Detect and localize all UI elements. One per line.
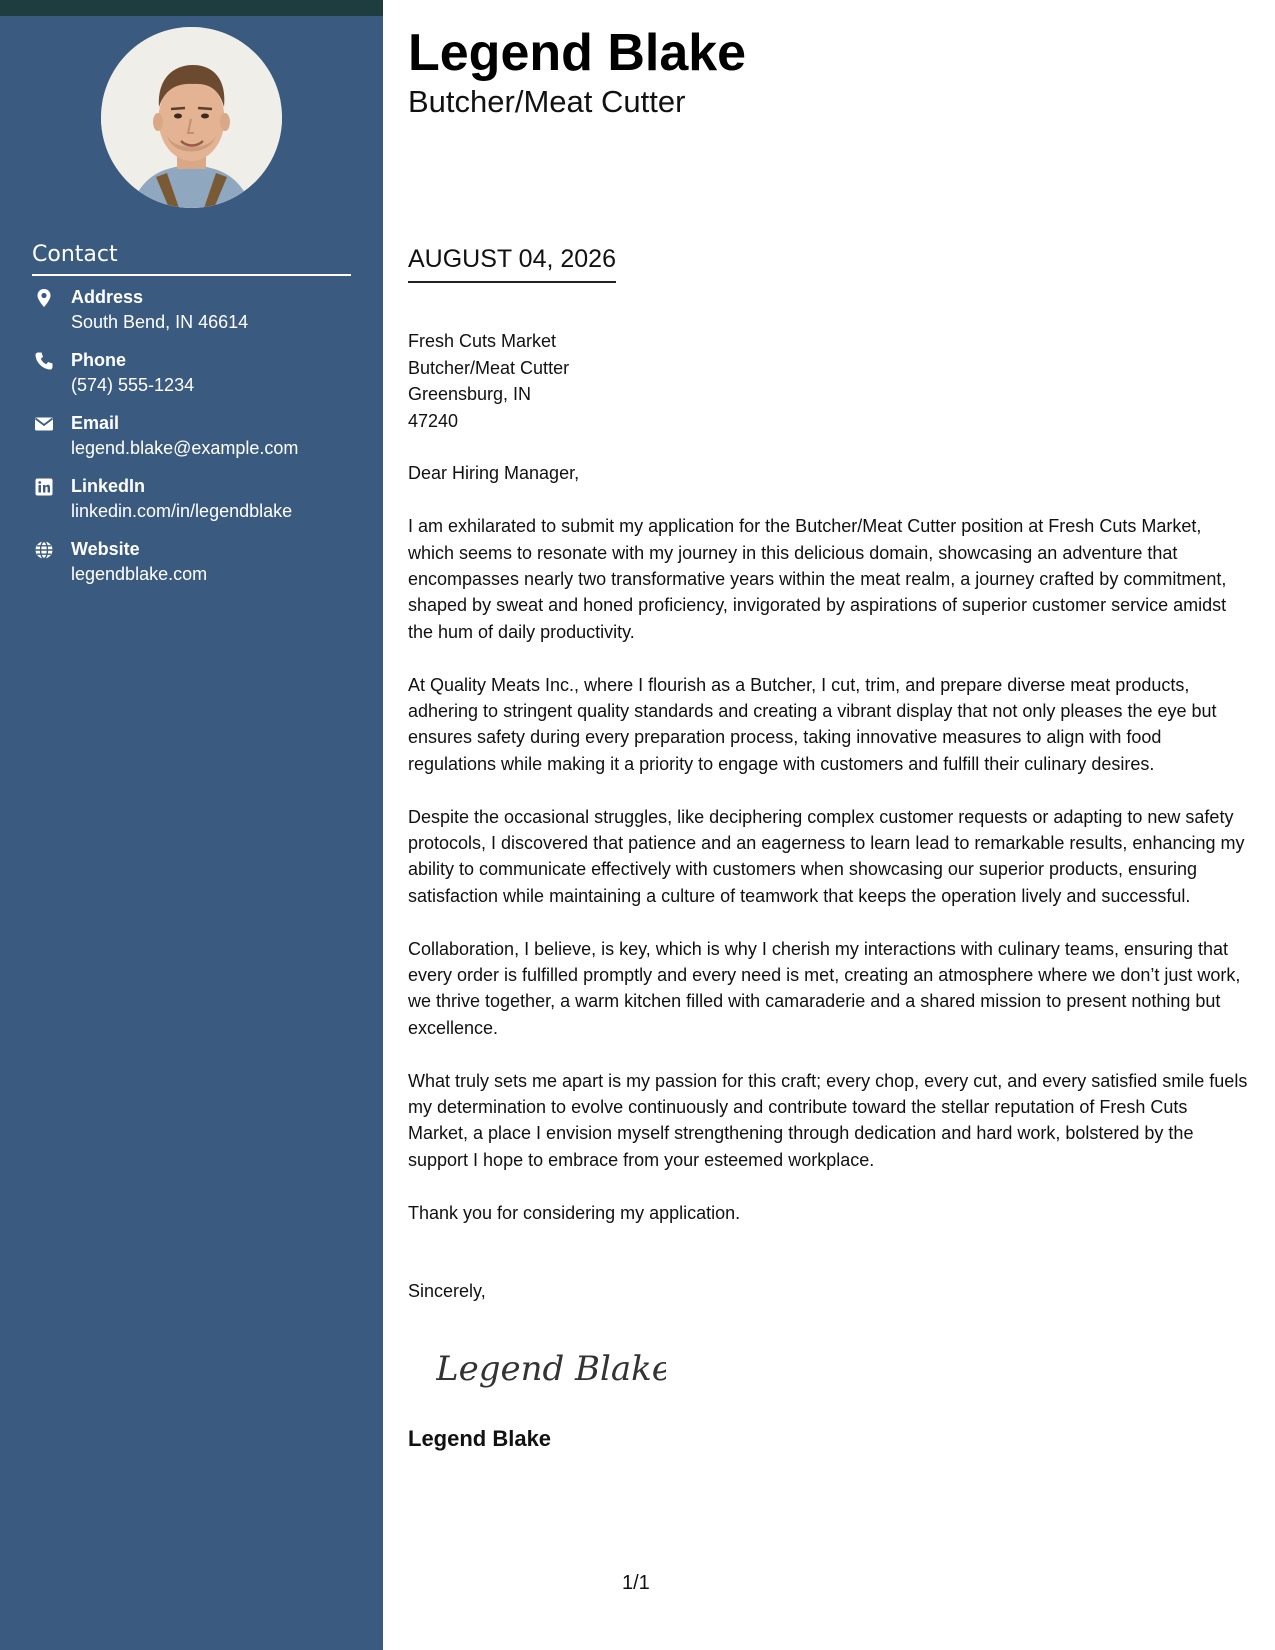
recipient-line: Fresh Cuts Market (408, 331, 557, 352)
contact-value[interactable]: legendblake.com (71, 564, 208, 584)
contact-value: South Bend, IN 46614 (71, 312, 249, 332)
letter-paragraph: Thank you for considering my application. (408, 1202, 741, 1223)
letter-paragraph: At Quality Meats Inc., where I flourish as a Butcher, I cut, trim, and prepare diverse meat products, adhering to stringent quality standards and creating a vibrant display that not only pleases the eye but ensures safety during every preparation process, taking innovative measures to align with food regulations while making it a priority to engage with customers and fulfill their culinary desires. (408, 674, 1217, 774)
contact-heading: Contact (32, 240, 351, 276)
salutation: Dear Hiring Manager, (408, 463, 580, 484)
contact-label: Website (71, 539, 140, 559)
envelope-icon (34, 414, 54, 434)
linkedin-icon (34, 477, 54, 497)
recipient-line: Butcher/Meat Cutter (408, 357, 570, 378)
phone-icon (34, 351, 54, 371)
letter-body (408, 302, 1250, 1331)
letter-date: AUGUST 04, 2026 (408, 243, 616, 283)
sidebar (0, 0, 383, 1650)
signer-name: Legend Blake (408, 1426, 552, 1451)
contact-label: Email (71, 413, 120, 433)
letter-paragraph: Despite the occasional struggles, like deciphering complex customer requests or adapting to new safety protocols, I discovered that patience and an eagerness to learn lead to remarkable results, enhancing my ability to communicate effectively with customers when showcasing our superior products, ensuring satisfaction while maintaining a culture of teamwork that keeps the operation lively and successful. (408, 806, 1245, 906)
recipient-line: 47240 (408, 410, 459, 431)
contact-value: (574) 555-1234 (71, 375, 195, 395)
letter-paragraph: I am exhilarated to submit my application for the Butcher/Meat Cutter position at Fresh Cuts Market, which seems to resonate with my journey in this delicious domain, showcasing an adventure that encompasses nearly two transformative years within the meat realm, a journey crafted by commitment, shaped by sweat and honed proficiency, invigorated by aspirations of superior customer service amidst the hum of daily productivity. (408, 516, 1227, 642)
contact-value: legend.blake@example.com (71, 438, 299, 458)
handwritten-signature (436, 1338, 666, 1396)
map-pin-icon (34, 288, 54, 308)
contact-label: Address (71, 287, 144, 307)
contact-value[interactable]: linkedin.com/in/legendblake (71, 501, 293, 521)
applicant-name: Legend Blake (408, 24, 747, 82)
applicant-title: Butcher/Meat Cutter (408, 84, 686, 119)
signature-text: Legend Blake (436, 1349, 666, 1389)
sidebar-top-bar (0, 0, 383, 16)
avatar (101, 27, 282, 208)
closing: Sincerely, (408, 1281, 486, 1302)
contact-label: LinkedIn (71, 476, 146, 496)
contact-label: Phone (71, 350, 127, 370)
globe-icon (34, 540, 54, 560)
letter-paragraph: Collaboration, I believe, is key, which is why I cherish my interactions with culinary teams, ensuring that every order is fulfilled promptly and every need is met, creating an atmosphere where we don’t just work, we thrive together, a warm kitchen filled with camaraderie and a shared mission to present nothing but excellence. (408, 938, 1241, 1038)
letter-paragraph: What truly sets me apart is my passion for this craft; every chop, every cut, and every satisfied smile fuels my determination to evolve continuously and contribute toward the stellar reputation of Fresh Cuts Market, a place I envision myself strengthening through dedication and hard work, bolstered by the support I hope to embrace from your esteemed workplace. (408, 1070, 1248, 1170)
recipient-line: Greensburg, IN (408, 384, 532, 405)
page-indicator: 1/1 (622, 1572, 650, 1594)
